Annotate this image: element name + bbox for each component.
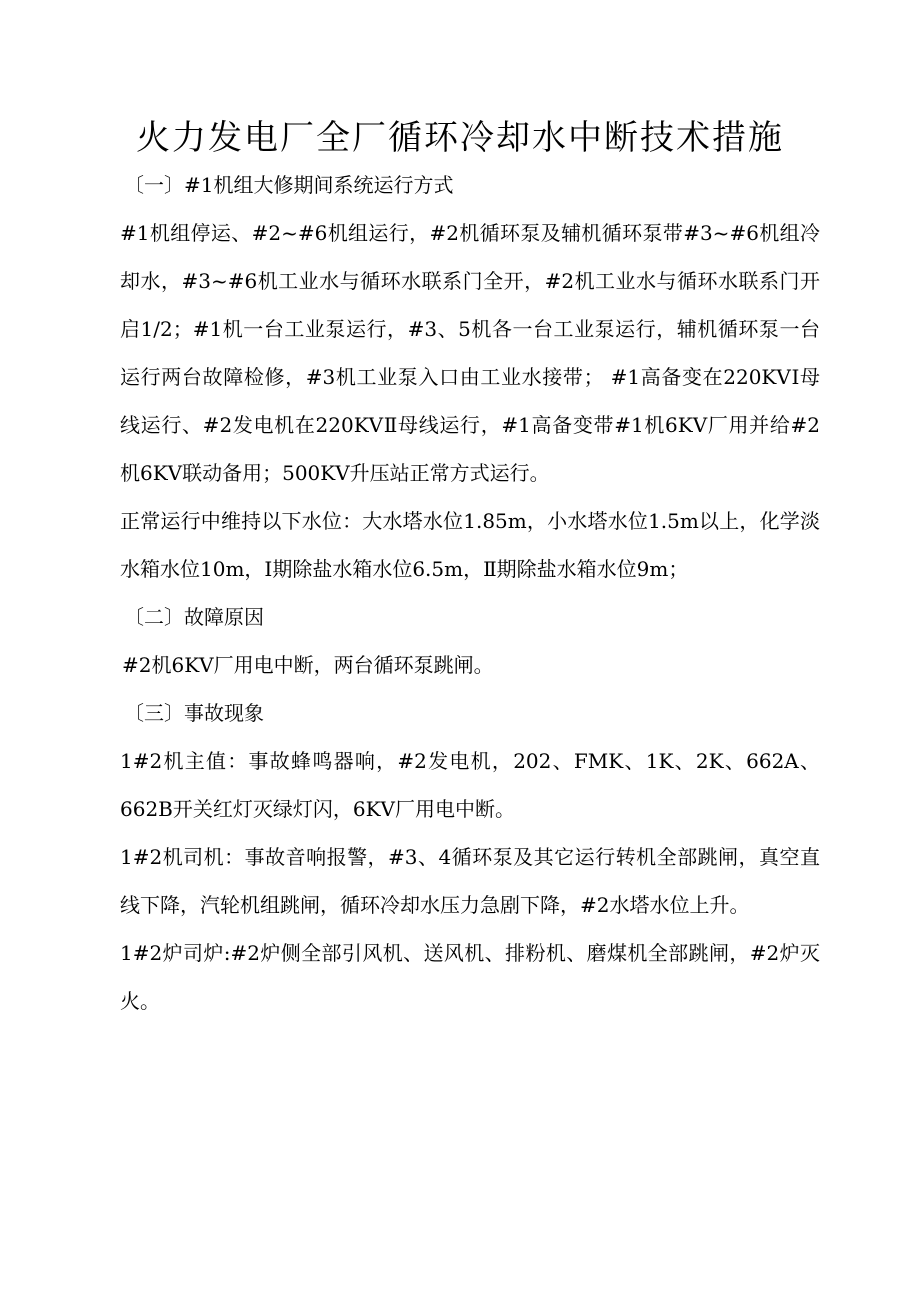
section-3-paragraph-3: 1#2炉司炉:#2炉侧全部引风机、送风机、排粉机、磨煤机全部跳闸，#2炉灭火。 — [120, 941, 820, 1013]
section-1-paragraph-2: 正常运行中维持以下水位：大水塔水位1.85m，小水塔水位1.5m以上，化学淡水箱水位10m，Ⅰ期除盐水箱水位6.5m，Ⅱ期除盐水箱水位9m； — [120, 509, 820, 581]
section-heading-3: 〔三〕事故现象 — [124, 701, 264, 725]
section-3-paragraph-2: 1#2机司机：事故音响报警，#3、4循环泵及其它运行转机全部跳闸，真空直线下降，汽轮机组跳闸，循环冷却水压力急剧下降，#2水塔水位上升。 — [120, 845, 820, 917]
document-body — [110, 161, 820, 1025]
document-title: 火力发电厂全厂循环冷却水中断技术措施 — [136, 118, 784, 158]
section-2-paragraph-1: #2机6KV厂用电中断，两台循环泵跳闸。 — [122, 653, 494, 677]
section-3-paragraph-1: 1#2机主值：事故蜂鸣器响，#2发电机，202、FMK、1K、2K、662A、662B开关红灯灭绿灯闪，6KV厂用电中断。 — [120, 749, 820, 821]
section-1-paragraph-1: #1机组停运、#2~#6机组运行，#2机循环泵及辅机循环泵带#3~#6机组冷却水，#3~#6机工业水与循环水联系门全开，#2机工业水与循环水联系门开启1/2；#1机一台工业泵运行，#3、5机各一台工业泵运行，辅机循环泵一台运行两台故障检修，#3机工业泵入口由工业水接带； #1高备变在220KVⅠ母线运行、#2发电机在220KVⅡ母线运行，#1高备变带#1机6KV厂用并给#2机6KV联动备用；500KV升压站正常方式运行。 — [120, 221, 820, 485]
section-heading-2: 〔二〕故障原因 — [124, 605, 264, 629]
section-heading-1: 〔一〕#1机组大修期间系统运行方式 — [124, 173, 454, 197]
